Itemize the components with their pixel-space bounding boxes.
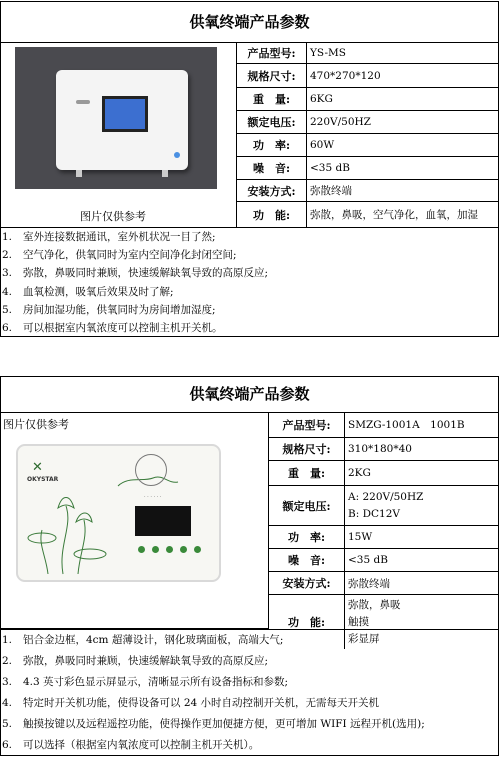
spec-row-install (269, 572, 498, 595)
device-button (138, 546, 145, 553)
spec-value: A: 220V/50HZ B: DC12V (348, 490, 424, 520)
spec-label: 产品型号: (237, 42, 307, 63)
oxygen-terminal-device (56, 70, 188, 170)
spec-value: SMZG-1001A 1001B (348, 419, 465, 431)
spec-value: 弥散，鼻吸，空气净化，血氧，加湿 (310, 209, 478, 221)
spec-label: 产品型号: (269, 412, 345, 437)
spec-label: 功 率: (269, 526, 345, 548)
device-screen (102, 96, 148, 132)
spec-row-install (237, 180, 498, 202)
product-spec-table-1 (0, 1, 499, 337)
feature-list (1, 228, 498, 337)
spec-label: 功 能: (237, 202, 307, 227)
spec-label: 安装方式: (237, 180, 307, 201)
moon-decoration-icon (135, 454, 167, 486)
image-caption: 图片仅供参考 (3, 418, 69, 431)
product-spec-table-2 (0, 376, 499, 756)
device-button (194, 546, 201, 553)
spec-row-voltage (269, 486, 498, 526)
feature-item: 3. 4.3 英寸彩色显示屏显示，清晰显示所有设备指标和参数; (2, 676, 289, 688)
feature-item: 3. 弥散，鼻吸同时兼顾，快速缓解缺氧导致的高原反应; (2, 267, 269, 280)
spec-label: 重 量: (269, 461, 345, 485)
spec-value: YS-MS (310, 46, 347, 59)
spec-row-power (269, 526, 498, 549)
spec-value: 310*180*40 (348, 443, 412, 455)
spec-label: 噪 音: (269, 549, 345, 571)
feature-item: 5. 房间加湿功能，供氧同时为房间增加湿度; (2, 303, 216, 316)
spec-value: 220V/50HZ (310, 116, 371, 128)
spec-row-size (237, 64, 498, 88)
spec-value: <35 dB (348, 554, 388, 566)
brand-name: OKYSTAR (27, 476, 59, 483)
spec-label: 安装方式: (269, 572, 345, 594)
table-title: 供氧终端产品参数 (1, 377, 498, 413)
product-photo (15, 47, 217, 189)
product-image-cell (1, 42, 237, 228)
spec-list (269, 412, 498, 649)
spec-value: 60W (310, 139, 335, 151)
feature-item: 6. 可以选择（根据室内氧浓度可以控制主机开关机）。 (2, 739, 260, 751)
product-image-cell (1, 412, 269, 629)
spec-label: 功 能: (269, 595, 345, 649)
feature-item: 4. 血氧检测，吸氧后效果及时了解; (2, 285, 174, 298)
brand-logo-icon: ✕ (32, 460, 43, 475)
spec-row-noise (269, 549, 498, 572)
spec-value: <35 dB (310, 162, 350, 174)
spec-value: 弥散，鼻吸 触摸 彩显屏 (348, 598, 401, 645)
spec-value: 弥散终端 (348, 577, 390, 590)
device-screen (135, 506, 191, 536)
svg-text:· · · · · ·: · · · · · · (144, 494, 162, 500)
feature-item: 2. 弥散，鼻吸同时兼顾，快速缓解缺氧导致的高原反应; (2, 655, 269, 667)
spec-value: 470*270*120 (310, 69, 381, 82)
spec-row-noise (237, 157, 498, 180)
spec-row-voltage (237, 111, 498, 134)
feature-item: 4. 特定时开关机功能，使得设备可以 24 小时自动控制开关机，无需每天开关机 (2, 697, 380, 709)
spec-label: 规格尺寸: (269, 438, 345, 460)
device-button (152, 546, 159, 553)
spec-row-power (237, 134, 498, 157)
spec-label: 额定电压: (269, 486, 345, 525)
spec-value: 弥散终端 (310, 185, 352, 197)
device-button (180, 546, 187, 553)
feature-item: 6. 可以根据室内氧浓度可以控制主机开关机。 (2, 321, 223, 334)
spec-value: 6KG (310, 93, 333, 105)
feature-list (1, 629, 498, 756)
spec-row-size (269, 438, 498, 461)
feature-item: 1. 室外连接数据通讯，室外机状况一目了然; (2, 231, 216, 243)
spec-row-weight (269, 461, 498, 486)
spec-label: 额定电压: (237, 111, 307, 133)
table-title: 供氧终端产品参数 (1, 2, 498, 43)
spec-label: 规格尺寸: (237, 64, 307, 87)
spec-row-weight (237, 88, 498, 111)
image-caption: 图片仅供参考 (80, 210, 146, 223)
spec-label: 功 率: (237, 134, 307, 156)
spec-value: 15W (348, 531, 373, 543)
spec-value: 2KG (348, 467, 371, 479)
device-button (166, 546, 173, 553)
spec-list (237, 42, 498, 228)
spec-label: 噪 音: (237, 157, 307, 179)
spec-row-function (237, 202, 498, 228)
spec-label: 重 量: (237, 88, 307, 110)
spec-row-model (237, 42, 498, 64)
spec-row-model (269, 412, 498, 438)
feature-item: 2. 空气净化，供氧同时为室内空间净化封闭空间; (2, 249, 237, 262)
feature-item: 5. 触摸按键以及远程遥控功能，使得操作更加便捷方便，更可增加 WIFI 远程开机(选用); (2, 718, 425, 730)
oxygen-terminal-device (16, 444, 221, 582)
feature-item: 1. 铝合金边框，4cm 超薄设计，钢化玻璃面板，高端大气; (2, 634, 284, 646)
